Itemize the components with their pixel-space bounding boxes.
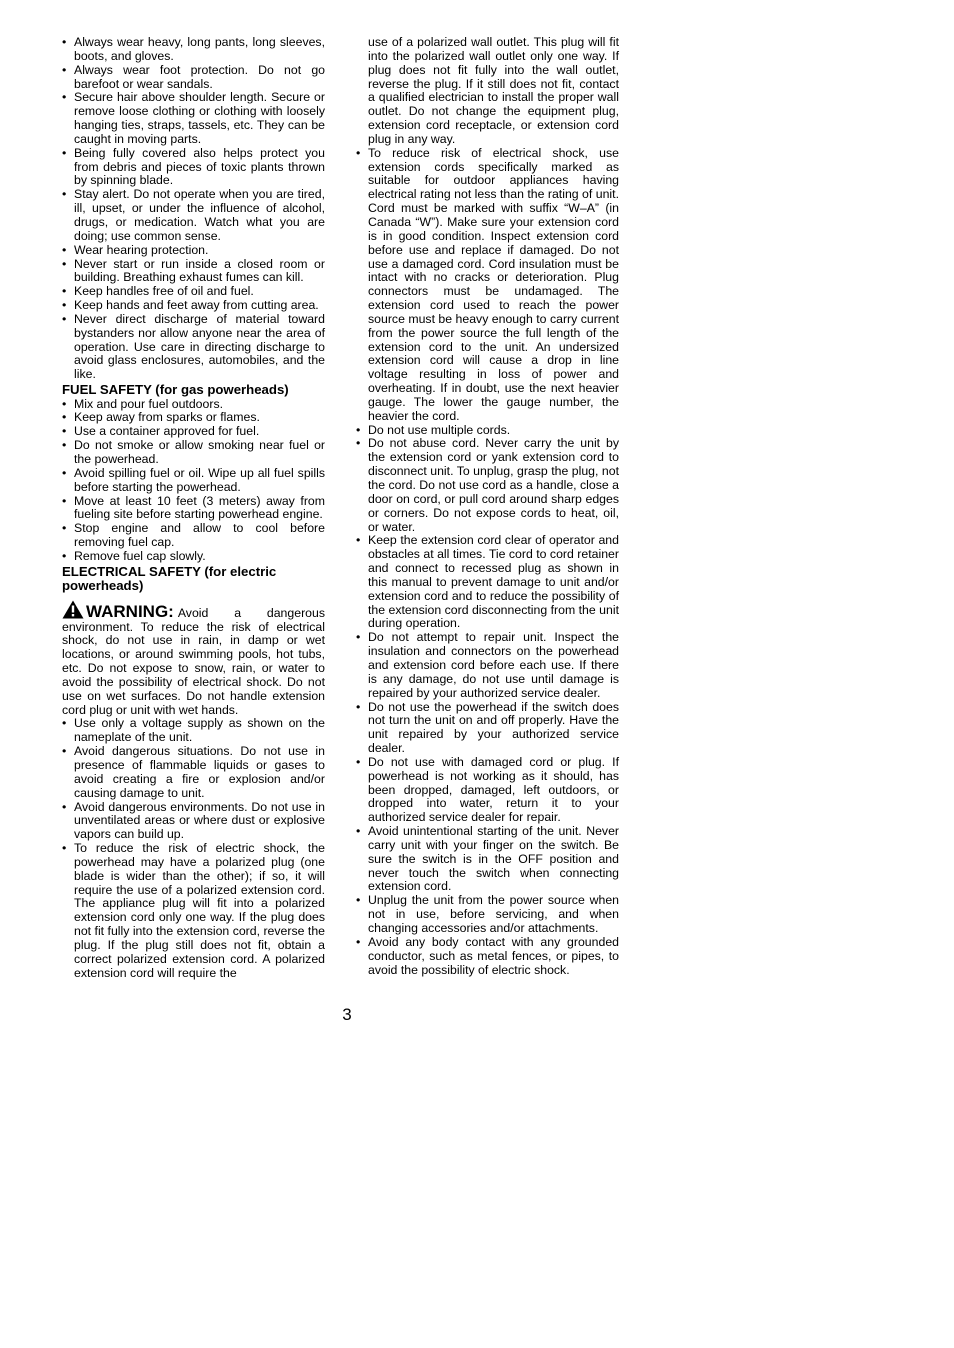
intro-safety-list: [62, 36, 325, 382]
page-number: 3: [342, 1005, 352, 1024]
list-item: • Avoid unintentional starting of the unit. Never carry unit with your finger on the switch. Be sure the switch is in the OFF position and never touch the switch when connecting extension cord.: [356, 825, 619, 894]
list-item: • Always wear foot protection. Do not go barefoot or wear sandals.: [62, 64, 325, 92]
list-item: • Use only a voltage supply as shown on the nameplate of the unit.: [62, 717, 325, 745]
warning-block: [62, 600, 325, 718]
list-item: • Keep hands and feet away from cutting area.: [62, 299, 325, 313]
list-item: • Being fully covered also helps protect you from debris and pieces of toxic plants thrown by spinning blade.: [62, 147, 325, 189]
list-item: • Remove fuel cap slowly.: [62, 550, 325, 564]
warning-text: Avoid a dangerous environment. To reduce the risk of electrical shock, do not use in rain, in damp or wet locations, or around swimming pools, hot tubs, etc. Do not expose to snow, rain, or water to avoid the possibility of electrical shock. Do not use on wet surfaces. Do not handle extension cord plug or unit with wet hands.: [62, 605, 325, 717]
list-item: • Do not use with damaged cord or plug. If powerhead is not working as it should, has been dropped, damaged, left outdoors, or dropped into water, return it to your authorized service dealer for repair.: [356, 756, 619, 825]
list-item: • Avoid dangerous situations. Do not use in presence of flammable liquids or gases to avoid creating a fire or explosion and/or causing damage to unit.: [62, 745, 325, 800]
list-item: • Never direct discharge of material toward bystanders nor allow anyone near the area of operation. Use care in directing discharge to avoid glass enclosures, automobiles, and the like.: [62, 313, 325, 382]
list-item: • Stop engine and allow to cool before removing fuel cap.: [62, 522, 325, 550]
fuel-safety-heading: FUEL SAFETY (for gas powerheads): [62, 382, 289, 398]
left-column: [62, 36, 325, 981]
list-item: • Do not smoke or allow smoking near fuel or the powerhead.: [62, 439, 325, 467]
warning-triangle-icon: [62, 600, 84, 619]
list-item: • Do not abuse cord. Never carry the unit by the extension cord or yank extension cord to disconnect unit. To unplug, grasp the plug, not the cord. Do not use cord as a handle, close a door on cord, or pull cord around sharp edges or corners. Do not expose cords to heat, oil, or water.: [356, 437, 619, 534]
list-item: • To reduce risk of electrical shock, use extension cords specifically marked as suitable for outdoor appliances having electrical rating not less than the rating of unit. Cord must be marked with suffix “W–A” (in Canada “W”). Make sure your extension cord is in good condition. Inspect extension cord before use and replace if damaged. Do not use a damaged cord. Cord insulation must be intact with no cracks or deterioration. Plug connectors must be undamaged. The extension cord used to reach the power source must be heavy enough to carry current from the power source the full length of the extension cord to the unit. An undersized extension cord will cause a drop in line voltage resulting in loss of power and overheating. If in doubt, use the next heavier gauge. The lower the gauge number, the heavier the cord.: [356, 147, 619, 424]
list-item: • Do not use the powerhead if the switch does not turn the unit on and off properly. Have the unit repaired by your authorized service dealer.: [356, 701, 619, 756]
list-item: • Never start or run inside a closed room or building. Breathing exhaust fumes can kill.: [62, 258, 325, 286]
list-item: • To reduce the risk of electric shock, the powerhead may have a polarized plug (one blade is wider than the other); if so, it will require the use of a polarized extension cord. The appliance plug will fit into a polarized extension cord only one way. If the plug does not fit fully into the extension cord, reverse the plug. If the plug still does not fit, obtain a correct polarized extension cord. A polarized extension cord will require the: [62, 842, 325, 980]
list-item: • Keep away from sparks or flames.: [62, 411, 325, 425]
fuel-safety-list: [62, 398, 325, 564]
list-item: • Stay alert. Do not operate when you are tired, ill, upset, or under the influence of alcohol, drugs, or medication. Watch what you are doing; use common sense.: [62, 188, 325, 243]
list-item: • Do not use multiple cords.: [356, 424, 619, 438]
list-item: • Move at least 10 feet (3 meters) away from fueling site before starting powerhead engine.: [62, 495, 325, 523]
electrical-safety-heading: ELECTRICAL SAFETY (for electric powerheads): [62, 563, 277, 594]
list-item: • Mix and pour fuel outdoors.: [62, 398, 325, 412]
list-item: • Wear hearing protection.: [62, 244, 325, 258]
list-item: • Avoid dangerous environments. Do not use in unventilated areas or where dust or explosive vapors can build up.: [62, 801, 325, 843]
list-item: • Keep the extension cord clear of operator and obstacles at all times. Tie cord to cord retainer and connect to recessed plug as shown in this manual to prevent damage to unit and/or extension cord and to reduce the possibility of the extension cord disconnecting from the unit during operation.: [356, 534, 619, 631]
list-item: • Always wear heavy, long pants, long sleeves, boots, and gloves.: [62, 36, 325, 64]
list-item: • Secure hair above shoulder length. Secure or remove loose clothing or clothing with loosely hanging ties, straps, tassels, etc. They can be caught in moving parts.: [62, 91, 325, 146]
continued-paragraph: use of a polarized wall outlet. This plug will fit into the polarized wall outlet only one way. If plug does not fit fully into the wall outlet, reverse the plug. If it still does not fit, contact a qualified electrician to install the proper wall outlet. Do not change the equipment plug, extension cord receptacle, or extension cord plug in any way.: [368, 35, 619, 146]
list-item: • Do not attempt to repair unit. Inspect the insulation and connectors on the powerhead and extension cord before each use. If there is any damage, do not use until damage is repaired by your authorized service dealer.: [356, 631, 619, 700]
warning-label: WARNING:: [86, 601, 174, 621]
list-item: • Avoid any body contact with any grounded conductor, such as metal fences, or pipes, to avoid the possibility of electric shock.: [356, 936, 619, 978]
list-item: • Avoid spilling fuel or oil. Wipe up all fuel spills before starting the powerhead.: [62, 467, 325, 495]
electrical-safety-list-continued: [356, 147, 619, 978]
list-item: • Unplug the unit from the power source when not in use, before servicing, and when changing accessories and/or attachments.: [356, 894, 619, 936]
list-item: • Use a container approved for fuel.: [62, 425, 325, 439]
electrical-safety-list: [62, 717, 325, 980]
list-item: • Keep handles free of oil and fuel.: [62, 285, 325, 299]
right-column: [356, 36, 619, 977]
